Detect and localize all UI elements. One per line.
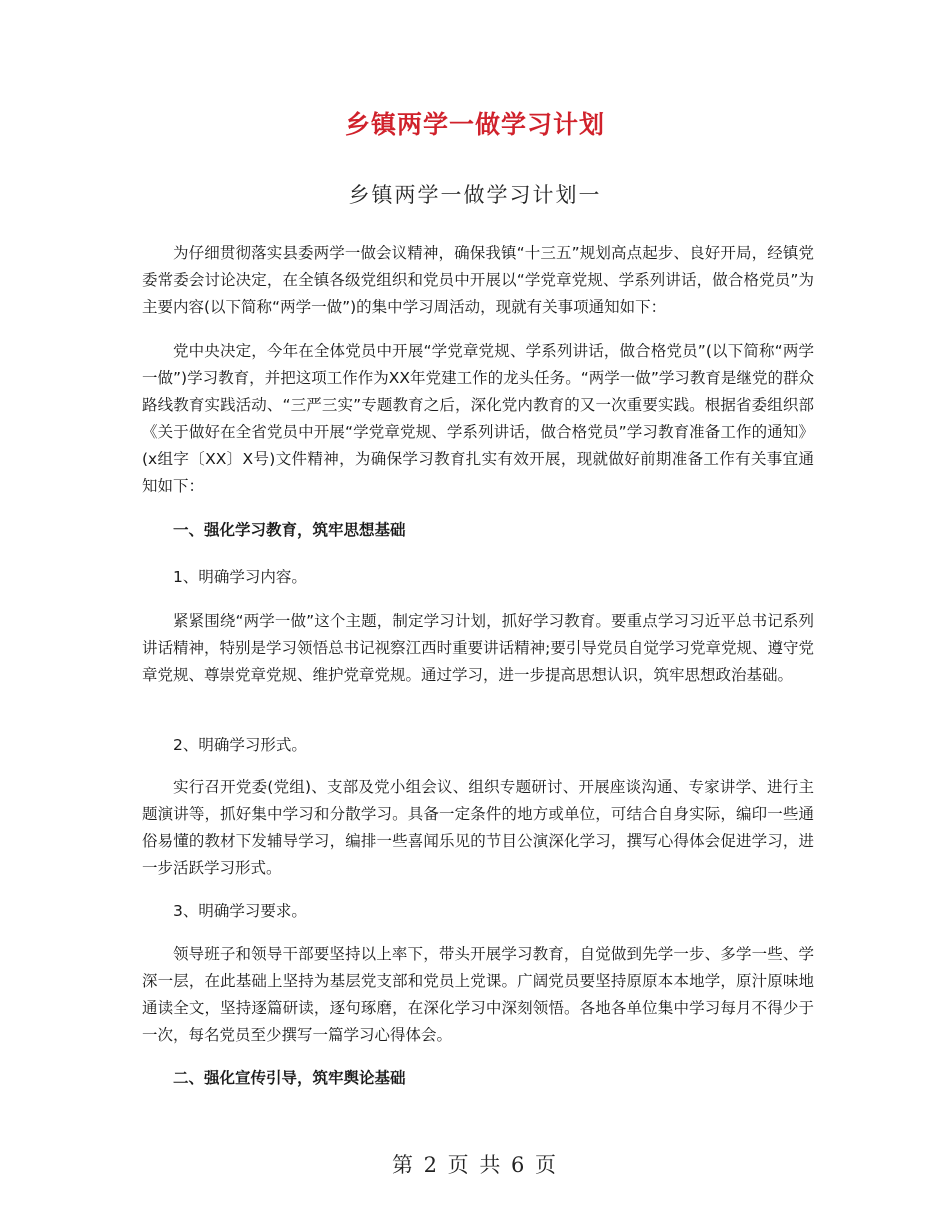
- item3-text: 领导班子和领导干部要坚持以上率下，带头开展学习教育，自觉做到先学一步、多学一些、学深一层，在此基础上坚持为基层党支部和党员上党课。广阔党员要坚持原原本本地学，原汁原味地通读全文，坚持逐篇研读，逐句琢磨，在深化学习中深刻领悟。各地各单位集中学习每月不得少于一次，每名党员至少撰写一篇学习心得体会。: [142, 945, 814, 1044]
- intro-paragraph: 为仔细贯彻落实县委两学一做会议精神，确保我镇“十三五”规划高点起步、良好开局，经镇党委常委会讨论决定，在全镇各级党组织和党员中开展以“学党章党规、学系列讲话，做合格党员”为主要内容(以下简称“两学一做”)的集中学习周活动，现就有关事项通知如下：: [142, 244, 814, 316]
- section2-heading: 二、强化宣传引导，筑牢舆论基础: [173, 1069, 406, 1087]
- item1-label: 1、明确学习内容。: [173, 568, 307, 586]
- document-subtitle: 乡镇两学一做学习计划一: [348, 183, 602, 207]
- item1-text: 紧紧围绕“两学一做”这个主题，制定学习计划，抓好学习教育。要重点学习习近平总书记系列讲话精神，特别是学习领悟总书记视察江西时重要讲话精神;要引导党员自觉学习党章党规、遵守党章党规、尊崇党章党规、维护党章党规。通过学习，进一步提高思想认识，筑牢思想政治基础。: [142, 612, 814, 684]
- page-number: 第 2 页 共 6 页: [391, 1153, 559, 1177]
- item3-label: 3、明确学习要求。: [173, 902, 307, 920]
- document-title: 乡镇两学一做学习计划: [344, 110, 605, 139]
- item2-label: 2、明确学习形式。: [173, 736, 307, 754]
- background-paragraph: 党中央决定，今年在全体党员中开展“学党章党规、学系列讲话，做合格党员”(以下简称“两学一做”)学习教育，并把这项工作作为XX年党建工作的龙头任务。“两学一做”学习教育是继党的群众路线教育实践活动、“三严三实”专题教育之后，深化党内教育的又一次重要实践。根据省委组织部《关于做好在全省党员中开展“学党章党规、学系列讲话，做合格党员”学习教育准备工作的通知》(x组字〔XX〕X号)文件精神，为确保学习教育扎实有效开展，现就做好前期准备工作有关事宜通知如下：: [142, 342, 814, 495]
- item2-text: 实行召开党委(党组)、支部及党小组会议、组织专题研讨、开展座谈沟通、专家讲学、进行主题演讲等，抓好集中学习和分散学习。具备一定条件的地方或单位，可结合自身实际，编印一些通俗易懂的教材下发辅导学习，编排一些喜闻乐见的节目公演深化学习，撰写心得体会促进学习，进一步活跃学习形式。: [142, 778, 814, 877]
- section1-heading: 一、强化学习教育，筑牢思想基础: [173, 521, 406, 539]
